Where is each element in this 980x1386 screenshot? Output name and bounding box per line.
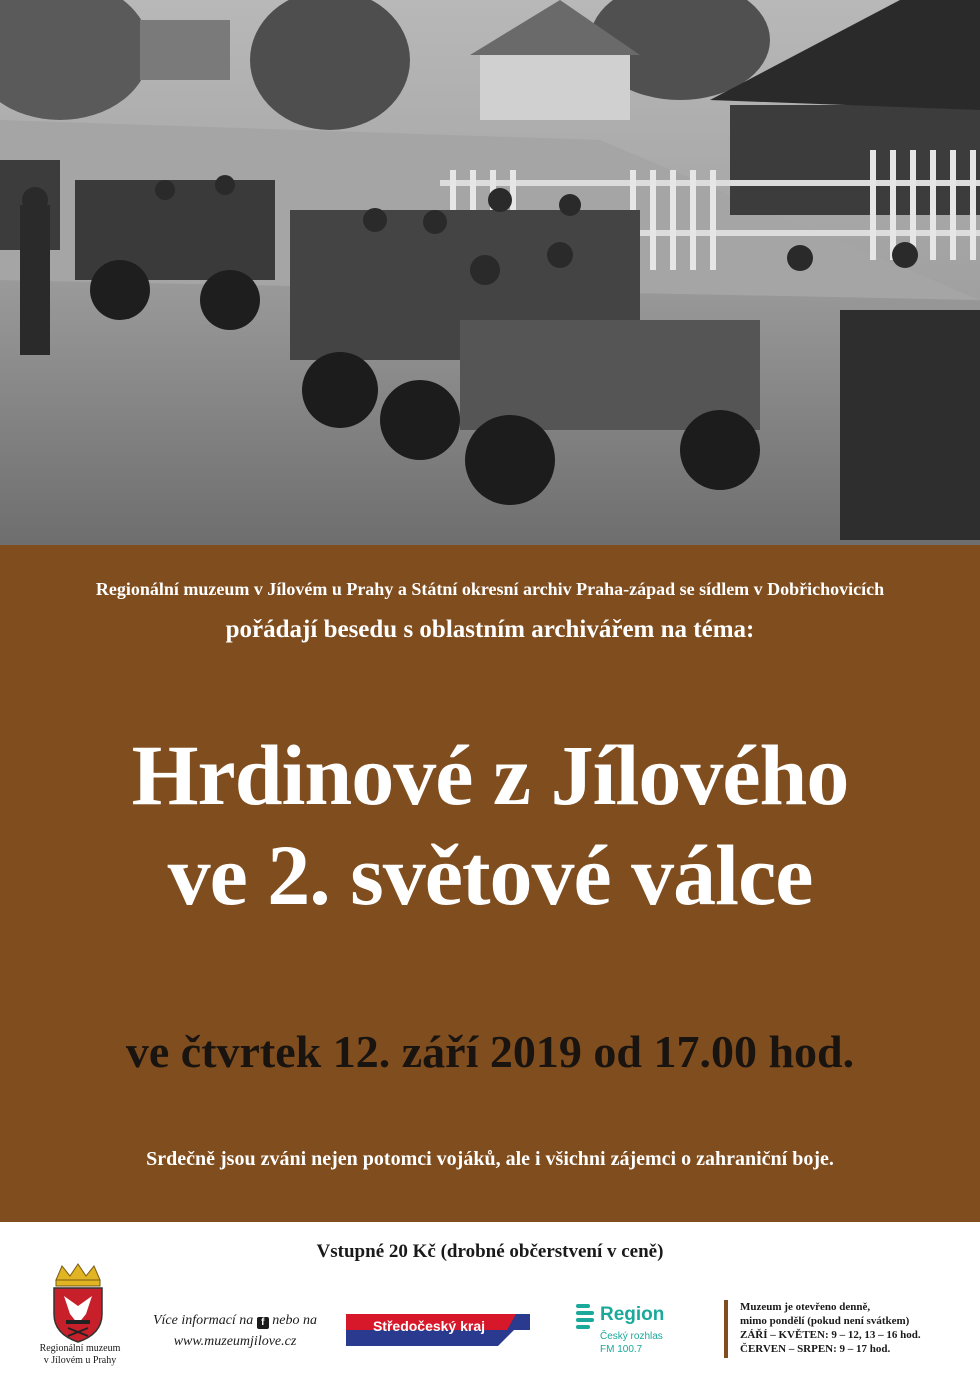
invite-line: pořádají besedu s oblastním archivářem na téma: [225, 616, 755, 643]
hours-line-2: mimo pondělí (pokud není svátkem) [740, 1315, 910, 1327]
historic-convoy-photo [0, 0, 980, 545]
opening-hours [740, 1300, 970, 1356]
event-title-line-1: Hrdinové z Jílového [131, 727, 849, 823]
event-panel [0, 545, 980, 1222]
welcome-text: Srdečně jsou zváni nejen potomci vojáků, ale i všichni zájemci o zahraniční boje. [146, 1148, 834, 1170]
info-suffix: nebo na [272, 1313, 318, 1328]
hours-divider [724, 1300, 728, 1358]
info-prefix: Více informací na [152, 1313, 254, 1328]
event-title [0, 725, 980, 925]
hours-line-1: Muzeum je otevřeno denně, [740, 1301, 871, 1313]
region-logo-icon [576, 1304, 596, 1330]
website-link[interactable]: www.muzeumjilove.cz [173, 1334, 297, 1349]
region-subtitle [600, 1330, 663, 1356]
more-info [140, 1310, 330, 1352]
region-name: Region [600, 1304, 665, 1325]
event-title-line-2: ve 2. světové válce [167, 827, 813, 923]
event-date: ve čtvrtek 12. září 2019 od 17.00 hod. [125, 1026, 855, 1077]
museum-caption-line-2: v Jílovém u Prahy [43, 1355, 117, 1366]
museum-caption [30, 1343, 130, 1367]
region-sub-line-2: FM 100.7 [600, 1344, 643, 1355]
hours-line-3: ZÁŘÍ – KVĚTEN: 9 – 12, 13 – 16 hod. [740, 1329, 921, 1341]
organizers-text: Regionální muzeum v Jílovém u Prahy a Státní okresní archiv Praha-západ se sídlem v Dobřichovicích [95, 579, 885, 599]
hours-line-4: ČERVEN – SRPEN: 9 – 17 hod. [740, 1343, 891, 1355]
museum-caption-line-1: Regionální muzeum [39, 1343, 121, 1354]
facebook-icon[interactable]: f [257, 1317, 269, 1329]
entry-fee: Vstupné 20 Kč (drobné občerstvení v ceně) [316, 1241, 664, 1262]
museum-crest-icon [48, 1262, 108, 1344]
kraj-label: Středočeský kraj [372, 1318, 486, 1334]
region-sub-line-1: Český rozhlas [600, 1331, 663, 1342]
